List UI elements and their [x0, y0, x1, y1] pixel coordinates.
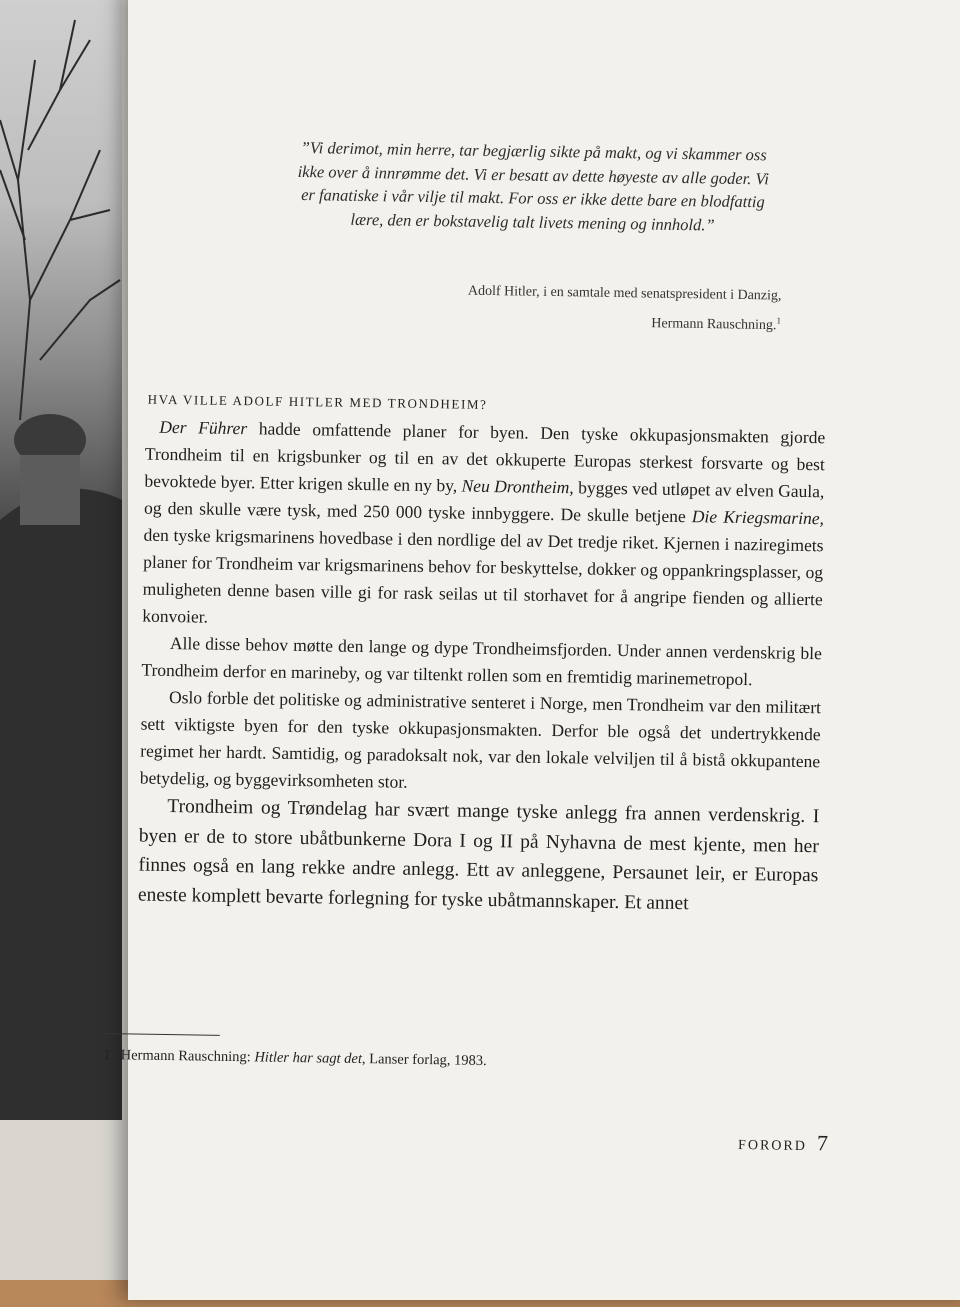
section-heading: HVA VILLE ADOLF HITLER MED TRONDHEIM? — [147, 391, 488, 412]
soldier-silhouette — [0, 489, 122, 1120]
face-shape — [20, 455, 80, 525]
footnote-publisher: , Lanser forlag, 1983. — [361, 1051, 487, 1070]
footnote-number: 1 — [103, 1047, 111, 1064]
book-page — [103, 0, 960, 1300]
paragraph-1 — [142, 414, 825, 641]
paragraph-1-part-3: den tyske krigsmarinens hovedbase i den nordlige del av Det tredje riket. Kjernen i naziregimets planer for Trondheim var krigsmarinens behov for beskyttelse, dokker og oppankringsplasser, og muligheten denne basen ville gi for rask seilas ut til storhavet for å angripe fienden og allierte konvoier. — [142, 524, 824, 627]
epigraph-quote: ”Vi derimot, min herre, tar begjærlig sikte på makt, og vi skammer oss ikke over å innrømme det. Vi er besatt av dette høyeste av alle goder. Vi er fanatiske i vår vilje til makt. For oss er ikke dette bare en blodfattig lære, den er bokstavelig talt livets mening og innhold.” — [297, 137, 770, 235]
attribution-line-2 — [331, 301, 781, 338]
attribution-line-1: Adolf Hitler, i en samtale med senatspresident i Danzig, — [467, 283, 782, 304]
footnote — [103, 1047, 487, 1070]
emphasis-der-fuhrer: Der Führer — [159, 416, 248, 439]
paragraph-1-part-1: hadde omfattende planer for byen. Den tyske okkupasjonsmakten gjorde Trondheim til en krigsbunker og til en av det okkuperte Europas sterkest forsvarte og best bevoktede byer. Etter krigen skulle en ny by, — [144, 418, 826, 496]
black-and-white-photo-soldier — [0, 0, 122, 1120]
footer-section-label: FORORD — [737, 1137, 808, 1155]
emphasis-die-kriegsmarine: Die Kriegsmarine, — [691, 506, 825, 529]
attribution-name: Hermann Rauschning. — [651, 316, 777, 334]
paragraph-3: Oslo forble det politiske og administrative senteret i Norge, men Trondheim var den militært sett viktigste byen for den tyske okkupasjonsmakten. Derfor ble også det undertrykkende regimet her hardt. Samtidig, og paradoksalt nok, var den lokale velviljen til å bistå okkupantene betydelig, og byggevirksomheten stor. — [139, 686, 822, 792]
page-footer — [738, 1129, 828, 1156]
footnote-divider — [104, 1033, 220, 1036]
bare-tree-branches — [0, 20, 120, 420]
paragraph-1-part-2: , bygges ved utløpet av elven Gaula, og den skulle være tysk, med 250 000 tyske innbyggere. De skulle betjene — [143, 477, 825, 527]
body-text — [138, 414, 826, 921]
page-number: 7 — [816, 1130, 829, 1156]
emphasis-neu-drontheim: Neu Drontheim — [461, 475, 570, 498]
footnote-marker: 1 — [776, 315, 782, 326]
photo-illustration — [0, 0, 122, 1120]
epigraph-attribution — [331, 276, 782, 338]
footnote-book-title: Hitler har sagt det — [254, 1049, 363, 1068]
paragraph-2: Alle disse behov møtte den lange og dype Trondheimsfjorden. Under annen verdenskrig ble Trondheim derfor en marineby, og var tiltenkt rollen som en fremtidig marinemetropol. — [141, 633, 823, 690]
footnote-author: Hermann Rauschning: — [120, 1047, 255, 1066]
paragraph-4: Trondheim og Trøndelag har svært mange tyske anlegg fra annen verdenskrig. I byen er de to store ubåtbunkerne Dora I og II på Nyhavna de mest kjente, men her finnes også en lang rekke andre anlegg. Ett av anleggene, Persaunet leir, er Europas eneste komplett bevarte forlegning for tyske ubåtmannskaper. Et annet — [137, 795, 820, 914]
